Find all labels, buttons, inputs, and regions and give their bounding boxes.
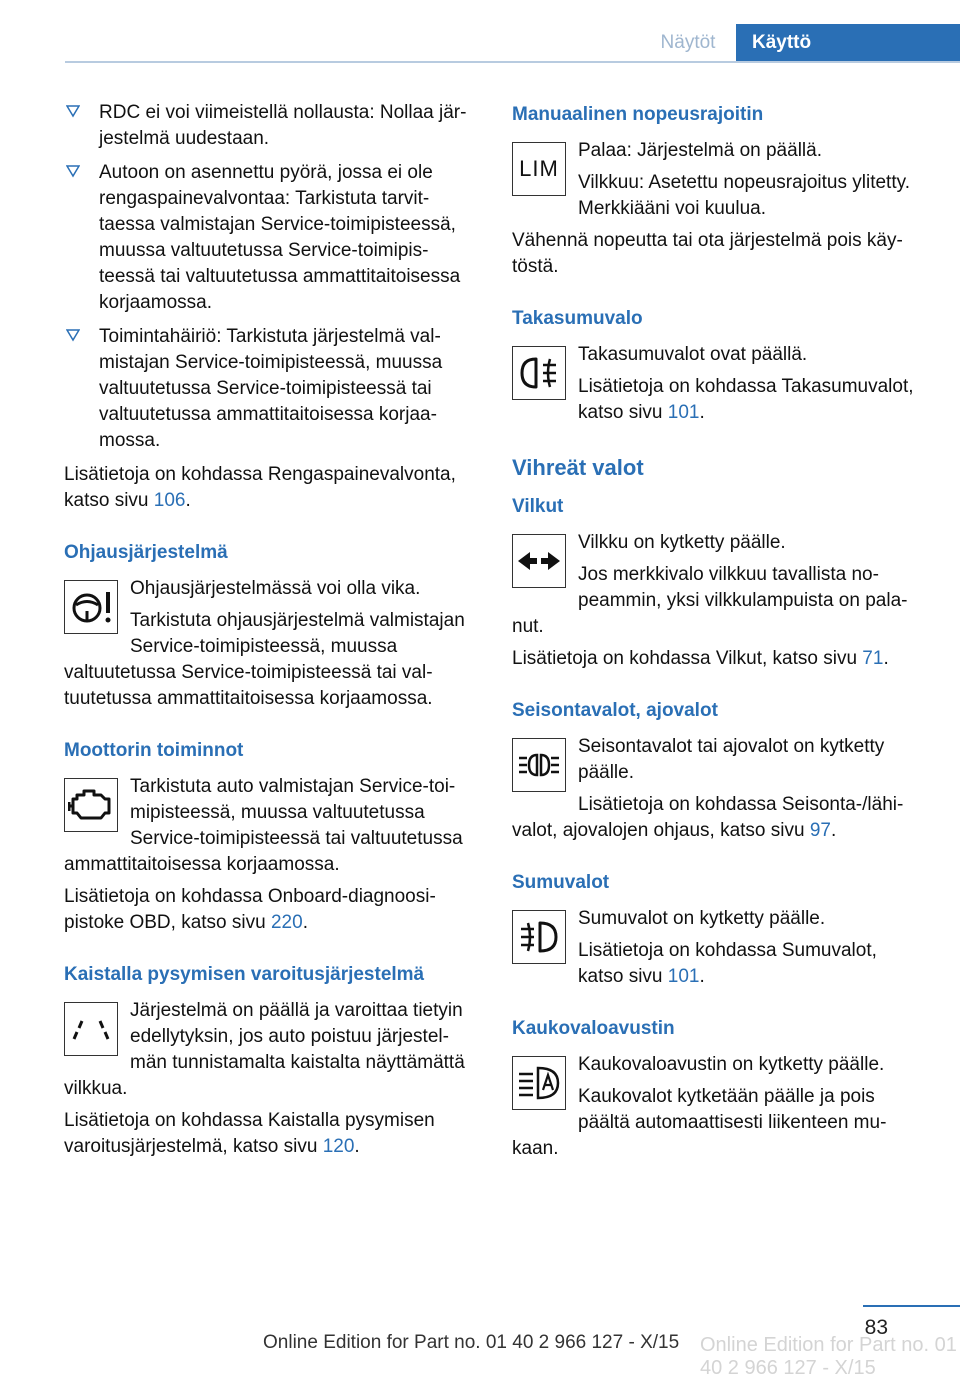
bullet-text: Toimintahäiriö: Tarkistuta järjestelmä valmistajan Service-toimipisteessä, muussa valtuutetussa Service-toimipisteessä tai valtuutetussa ammattitaitoisessa korjaamossa. <box>99 326 443 451</box>
parking-text-1: Seisontavalot tai ajovalot on kytketty päälle. <box>578 736 885 783</box>
lim-icon-text: LIM <box>519 156 559 181</box>
turn-heading: Vilkut <box>512 496 564 517</box>
footer-divider <box>863 1305 960 1307</box>
tpms-more-info: Lisätietoja on kohdassa Rengaspainevalvonta, katso sivu 106. <box>64 464 456 511</box>
highbeam-heading: Kaukovaloavustin <box>512 1018 675 1039</box>
list-item <box>64 324 478 454</box>
limiter-heading: Manuaalinen nopeusrajoitin <box>512 104 764 125</box>
page-link-220[interactable]: 220 <box>270 912 303 933</box>
frontfog-section <box>512 906 924 990</box>
header-tabs <box>640 24 960 62</box>
turn-text-1: Vilkku on kytketty päälle. <box>578 532 786 553</box>
bullet-text: RDC ei voi viimeistellä nollausta: Nollaa järjestelmä uudestaan. <box>99 102 467 149</box>
list-item <box>64 160 478 316</box>
page-link-106[interactable]: 106 <box>153 490 186 511</box>
edition-footer: Online Edition for Part no. 01 40 2 966 127 - X/15 <box>263 1332 680 1353</box>
watermark: Online Edition for Part no. 01 40 2 966 127 - X/15 <box>700 1334 957 1379</box>
page-link-97[interactable]: 97 <box>809 820 831 841</box>
lane-departure-icon <box>64 1002 118 1056</box>
steering-warning-icon <box>64 580 118 634</box>
front-fog-light-icon <box>512 910 566 964</box>
page-link-101[interactable]: 101 <box>667 402 700 423</box>
frontfog-heading: Sumuvalot <box>512 872 610 893</box>
steering-text-1: Ohjausjärjestelmässä voi olla vika. <box>130 578 421 599</box>
left-column <box>64 100 478 1166</box>
frontfog-text-1: Sumuvalot on kytketty päälle. <box>578 908 826 929</box>
limiter-text-3: Vähennä nopeutta tai ota järjestelmä pois käytöstä. <box>512 230 903 277</box>
rear-fog-light-icon <box>512 346 566 400</box>
engine-section <box>64 774 478 936</box>
green-lights-heading: Vihreät valot <box>512 455 644 480</box>
triangle-bullet-icon <box>66 104 80 118</box>
lane-section <box>64 998 478 1160</box>
lane-text-1: Järjestelmä on päällä ja varoittaa tietyin edellytyksin, jos auto poistuu järjestelmän tunnistamalta kaistalta näyttämättä vilkkua. <box>64 1000 465 1099</box>
tab-naytot[interactable]: Näytöt <box>640 24 736 62</box>
triangle-bullet-icon <box>66 328 80 342</box>
triangle-bullet-icon <box>66 164 80 178</box>
parking-heading: Seisontavalot, ajovalot <box>512 700 718 721</box>
highbeam-section <box>512 1052 924 1162</box>
parking-text-2: Lisätietoja on kohdassa Seisonta-/lähivalot, ajovalojen ohjaus, katso sivu 97. <box>512 794 904 841</box>
bullet-text: Autoon on asennettu pyörä, jossa ei ole rengaspainevalvontaa: Tarkistuta tarvittaessa valmistajan Service-toimipisteessä, muussa valtuutetussa Service-toimipisteessä tai valtuutetussa ammattitaitoisessa korjaamossa. <box>99 162 461 313</box>
tab-kaytto[interactable]: Käyttö <box>736 24 960 62</box>
parking-light-icon <box>512 738 566 792</box>
steering-heading: Ohjausjärjestelmä <box>64 542 228 563</box>
turn-text-2: Jos merkkivalo vilkkuu tavallista nopeammin, yksi vilkkulampuista on palanut. <box>512 564 908 637</box>
turn-signal-icon <box>512 534 566 588</box>
frontfog-text-2: Lisätietoja on kohdassa Sumuvalot, katso sivu 101. <box>578 940 877 987</box>
speed-limiter-icon <box>512 142 566 196</box>
rearfog-heading: Takasumuvalo <box>512 308 643 329</box>
engine-heading: Moottorin toiminnot <box>64 740 244 761</box>
lane-text-2: Lisätietoja on kohdassa Kaistalla pysymisen varoitusjärjestelmä, katso sivu 120. <box>64 1110 435 1157</box>
highbeam-text-2: Kaukovalot kytketään päälle ja pois päältä automaattisesti liikenteen mukaan. <box>512 1086 887 1159</box>
highbeam-text-1: Kaukovaloavustin on kytketty päälle. <box>578 1054 885 1075</box>
lane-heading: Kaistalla pysymisen varoitusjärjestelmä <box>64 964 425 985</box>
page-link-71[interactable]: 71 <box>862 648 884 669</box>
engine-text-1: Tarkistuta auto valmistajan Service-toimipisteessä, muussa valtuutetussa Service-toimipisteessä tai valtuutetussa ammattitaitoisessa korjaamossa. <box>64 776 463 875</box>
turn-text-3: Lisätietoja on kohdassa Vilkut, katso sivu 71. <box>512 648 889 669</box>
limiter-text-2: Vilkkuu: Asetettu nopeusrajoitus ylitetty. Merkkiääni voi kuulua. <box>578 172 910 219</box>
page-link-120[interactable]: 120 <box>322 1136 355 1157</box>
page-number: 83 <box>864 1316 888 1339</box>
engine-text-2: Lisätietoja on kohdassa Onboard-diagnoosipistoke OBD, katso sivu 220. <box>64 886 436 933</box>
rearfog-section <box>512 342 924 426</box>
list-item <box>64 100 478 152</box>
steering-section <box>64 576 478 712</box>
limiter-section <box>512 138 924 280</box>
header-divider <box>65 61 960 63</box>
high-beam-assist-icon <box>512 1056 566 1110</box>
parking-section <box>512 734 924 844</box>
turn-section <box>512 530 924 672</box>
steering-text-2: Tarkistuta ohjausjärjestelmä valmistajan Service-toimipisteessä, muussa valtuutetussa Service-toimipisteessä tai valtuutetussa ammattitaitoisessa korjaamossa. <box>64 610 465 709</box>
limiter-text-1: Palaa: Järjestelmä on päällä. <box>578 140 822 161</box>
right-column <box>512 100 924 1168</box>
tpms-bullet-list <box>64 100 478 454</box>
rearfog-text-1: Takasumuvalot ovat päällä. <box>578 344 808 365</box>
engine-check-icon <box>64 778 118 832</box>
rearfog-text-2: Lisätietoja on kohdassa Takasumuvalot, katso sivu 101. <box>578 376 914 423</box>
page-link-101b[interactable]: 101 <box>667 966 700 987</box>
